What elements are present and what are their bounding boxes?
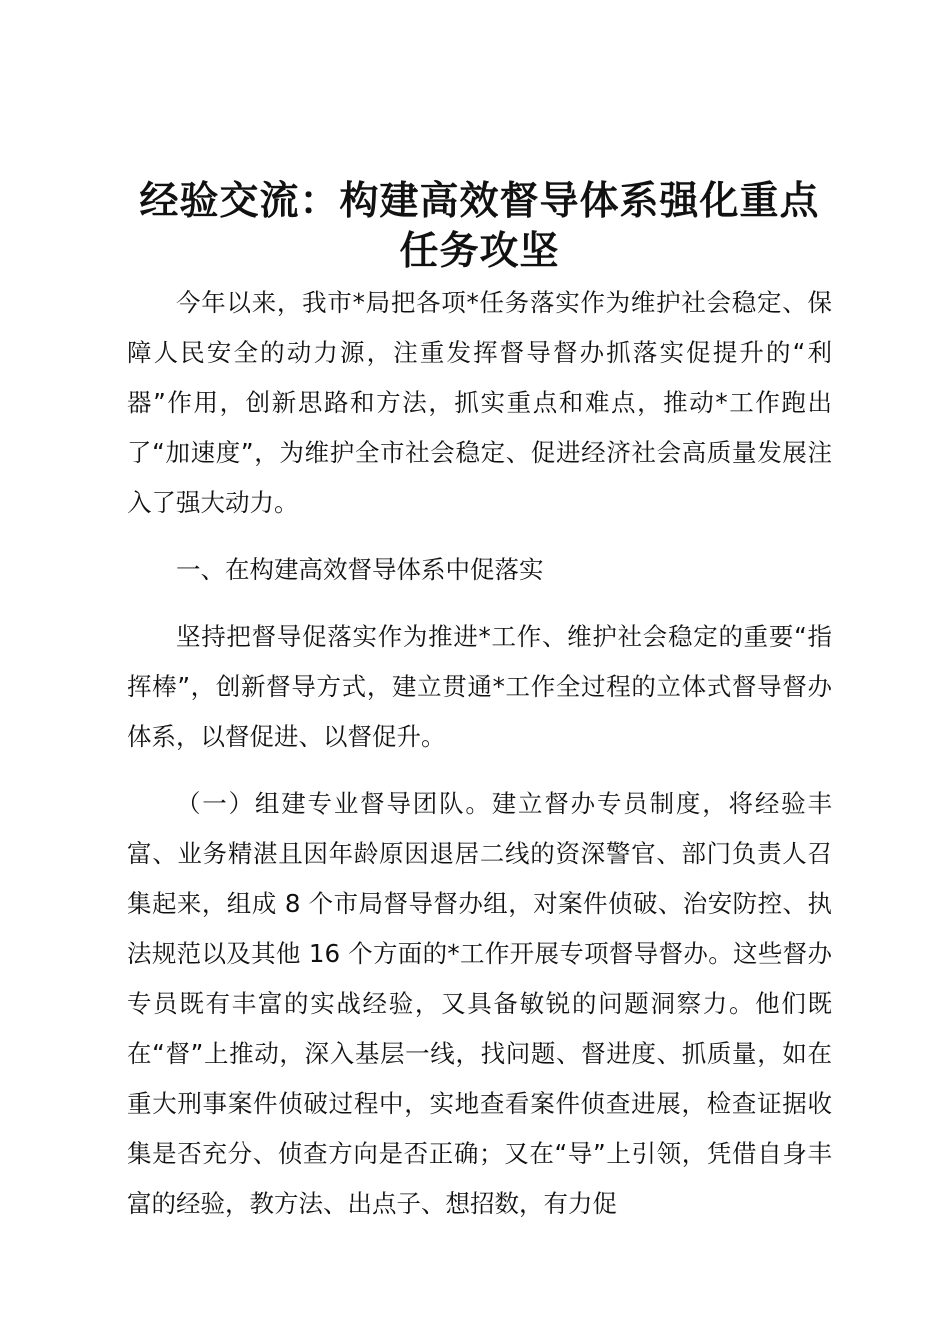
document-body bbox=[127, 176, 832, 1229]
section-paragraph-1: 坚持把督导促落实作为推进*工作、维护社会稳定的重要“指挥棒”，创新督导方式，建立贯通*工作全过程的立体式督导督办体系，以督促进、以督促升。 bbox=[127, 622, 832, 751]
section-heading-1: 一、在构建高效督导体系中促落实 bbox=[176, 555, 544, 584]
intro-paragraph: 今年以来，我市*局把各项*任务落实作为维护社会稳定、保障人民安全的动力源，注重发挥督导督办抓落实促提升的“利器”作用，创新思路和方法，抓实重点和难点，推动*工作跑出了“加速度”，为维护全市社会稳定、促进经济社会高质量发展注入了强大动力。 bbox=[127, 288, 832, 517]
subsection-paragraph-1: （一）组建专业督导团队。建立督办专员制度，将经验丰富、业务精湛且因年龄原因退居二线的资深警官、部门负责人召集起来，组成 8 个市局督导督办组，对案件侦破、治安防控、执法规范以及其他 16 个方面的*工作开展专项督导督办。这些督办专员既有丰富的实战经验，又具备敏锐的问题洞察力。他们既在“督”上推动，深入基层一线，找问题、督进度、抓质量，如在重大刑事案件侦破过程中，实地查看案件侦查进展，检查证据收集是否充分、侦查方向是否正确；又在“导”上引领，凭借自身丰富的经验，教方法、出点子、想招数，有力促 bbox=[127, 789, 832, 1218]
document-title: 经验交流：构建高效督导体系强化重点任务攻坚 bbox=[139, 178, 820, 274]
